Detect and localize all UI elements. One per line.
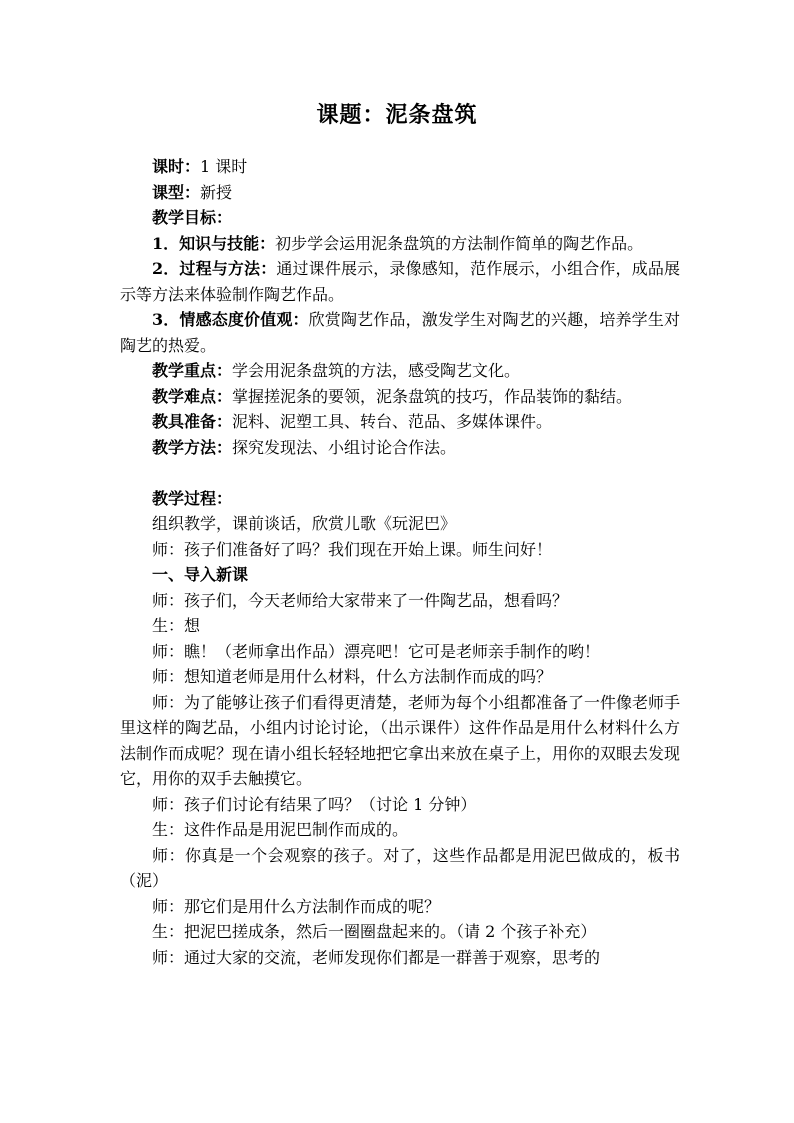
objective-label: 1．知识与技能： — [152, 233, 276, 253]
key-points-text: 学会用泥条盘筑的方法，感受陶艺文化。 — [232, 361, 521, 380]
dialogue-line: 师：瞧！（老师拿出作品）漂亮吧！它可是老师亲手制作的哟！ — [152, 641, 601, 661]
lesson-body — [120, 154, 680, 970]
dialogue-line: 师：孩子们，今天老师给大家带来了一件陶艺品，想看吗？ — [152, 590, 569, 610]
section-heading — [120, 562, 680, 588]
dialogue-line: 生：把泥巴搓成条，然后一圈圈盘起来的。（请 2 个孩子补充） — [152, 922, 597, 941]
dialogue-line: 师：那它们是用什么方法制作而成的呢？ — [152, 896, 441, 916]
aids-line — [120, 409, 680, 435]
objective-text: 初步学会运用泥条盘筑的方法制作简单的陶艺作品。 — [275, 233, 644, 253]
section1-heading: 一、导入新课 — [152, 565, 249, 584]
type-line — [120, 180, 680, 206]
dialogue-line: 师：为了能够让孩子们看得更清楚，老师为每个小组都准备了一件像老师手里这样的陶艺品，小组内讨论讨论，（出示课件）这件作品是用什么材料什么方法制作而成呢？现在请小组长轻轻地把它拿出来放在桌子上，用你的双眼去发现它，用你的双手去触摸它。 — [120, 692, 681, 788]
period-label: 课时： — [152, 157, 201, 176]
aids-label: 教具准备： — [152, 412, 233, 431]
dialogue-line: 师：想知道老师是用什么材料，什么方法制作而成的吗？ — [152, 667, 553, 686]
lesson-title: 课题：泥条盘筑 — [316, 102, 478, 128]
dialogue-line: 生：这件作品是用泥巴制作而成的。 — [152, 820, 409, 839]
dialogue-line: 生：想 — [152, 616, 201, 635]
process-intro-line: 组织教学，课前谈话，欣赏儿歌《玩泥巴》 — [152, 514, 457, 533]
process-intro-line: 师：孩子们准备好了吗？我们现在开始上课。师生问好！ — [152, 539, 553, 559]
difficulties-text: 掌握搓泥条的要领，泥条盘筑的技巧，作品装饰的黏结。 — [232, 386, 633, 406]
type-value: 新授 — [200, 182, 233, 202]
process-heading — [120, 486, 680, 512]
objective-text: 欣赏陶艺作品，激发学生对陶艺的兴趣，培养学生对陶艺的热爱。 — [120, 310, 680, 355]
methods-text: 探究发现法、小组讨论合作法。 — [232, 437, 457, 457]
dialogue-line: 师：通过大家的交流，老师发现你们都是一群善于观察，思考的 — [152, 947, 601, 967]
methods-line — [120, 435, 680, 461]
objectives-heading — [120, 205, 680, 231]
blank-line — [120, 460, 680, 486]
objective-item — [120, 231, 680, 257]
key-points-label: 教学重点： — [152, 361, 233, 380]
objective-label: 2．过程与方法： — [152, 259, 277, 278]
type-label: 课型： — [152, 182, 201, 202]
objective-item — [120, 307, 680, 358]
process-label: 教学过程： — [152, 488, 233, 508]
objectives-label: 教学目标： — [152, 208, 233, 227]
objective-text: 通过课件展示，录像感知，范作展示，小组合作，成品展示等方法来体验制作陶艺作品。 — [120, 259, 680, 304]
objective-item — [120, 256, 680, 307]
period-line — [120, 154, 680, 180]
difficulties-line — [120, 384, 680, 410]
methods-label: 教学方法： — [152, 437, 233, 457]
dialogue-line: 师：孩子们讨论有结果了吗？（讨论 1 分钟） — [152, 794, 477, 814]
aids-text: 泥料、泥塑工具、转台、范品、多媒体课件。 — [232, 412, 553, 431]
difficulties-label: 教学难点： — [152, 386, 233, 406]
period-value: 1 课时 — [200, 157, 248, 176]
key-points-line — [120, 358, 680, 384]
dialogue-line: 师：你真是一个会观察的孩子。对了，这些作品都是用泥巴做成的，板书（泥） — [120, 845, 680, 890]
objective-label: 3．情感态度价值观： — [152, 310, 309, 329]
